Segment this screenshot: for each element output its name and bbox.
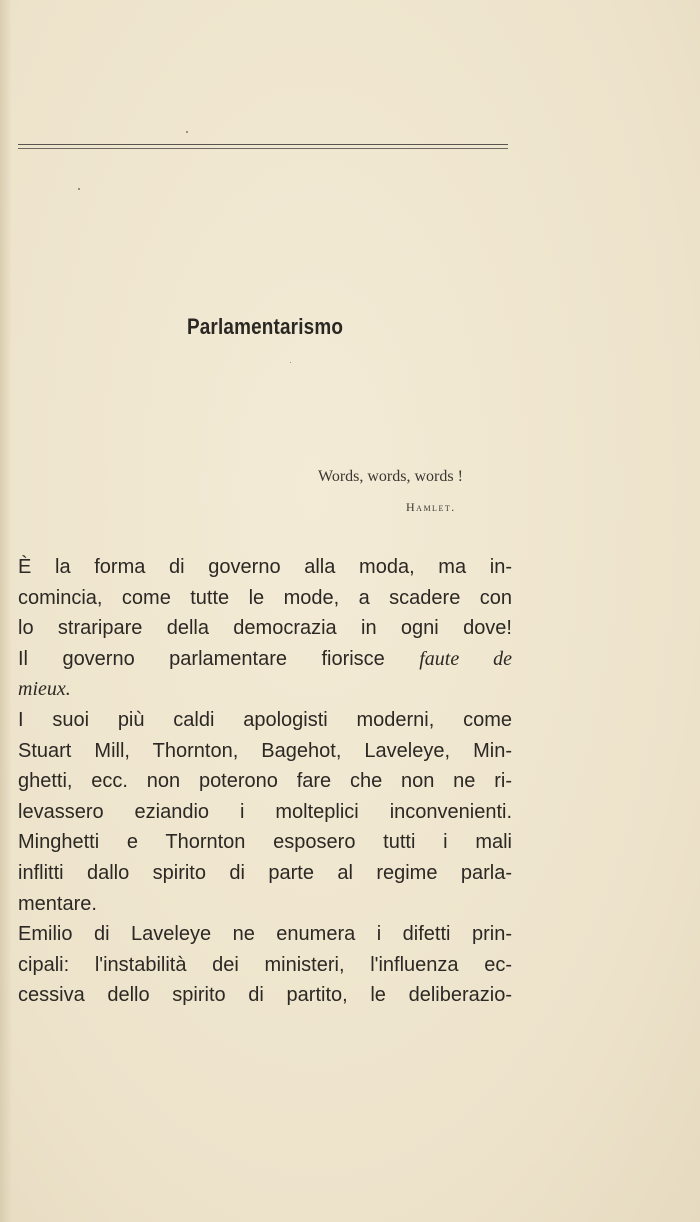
epigraph-quote: Words, words, words ! <box>318 468 463 485</box>
italic-phrase: mieux. <box>18 678 71 701</box>
epigraph-author <box>406 500 456 515</box>
header-rule-bottom <box>18 148 508 149</box>
text-line: Minghetti e Thornton esposero tutti i mali <box>18 831 512 854</box>
text-line: Stuart Mill, Thornton, Bagehot, Laveleye, Min- <box>18 739 512 762</box>
text-line: levassero eziandio i molteplici inconvenienti. <box>18 800 512 823</box>
ink-speck <box>186 131 188 133</box>
text-line: cipali: l'instabilità dei ministeri, l'influenza ec- <box>18 953 512 976</box>
body-text <box>18 552 512 1011</box>
text-segment: Il governo parlamentare fiorisce <box>18 647 385 670</box>
ink-speck <box>78 188 80 190</box>
text-line: È la forma di governo alla moda, ma in- <box>18 556 512 578</box>
page-gutter-shadow <box>0 0 12 1222</box>
epigraph-author-text: Hamlet. <box>406 500 456 514</box>
text-line <box>18 674 512 705</box>
text-line: inflitti dallo spirito di parte al regime parla- <box>18 861 512 884</box>
italic-phrase: faute de <box>419 647 513 670</box>
text-line: cessiva dello spirito di partito, le deliberazio- <box>18 984 512 1007</box>
text-line: I suoi più caldi apologisti moderni, come <box>18 708 512 731</box>
chapter-title: Parlamentarismo <box>186 314 344 339</box>
text-line: ghetti, ecc. non poterono fare che non ne ri- <box>18 770 512 793</box>
ink-speck <box>290 362 291 363</box>
text-line: lo straripare della democrazia in ogni dove! <box>18 617 512 640</box>
text-line: Emilio di Laveleye ne enumera i difetti prin- <box>18 923 512 946</box>
text-line: comincia, come tutte le mode, a scadere con <box>18 586 512 609</box>
header-rule-top <box>18 144 508 145</box>
text-line: mentare. <box>18 892 97 915</box>
text-line <box>18 644 512 675</box>
